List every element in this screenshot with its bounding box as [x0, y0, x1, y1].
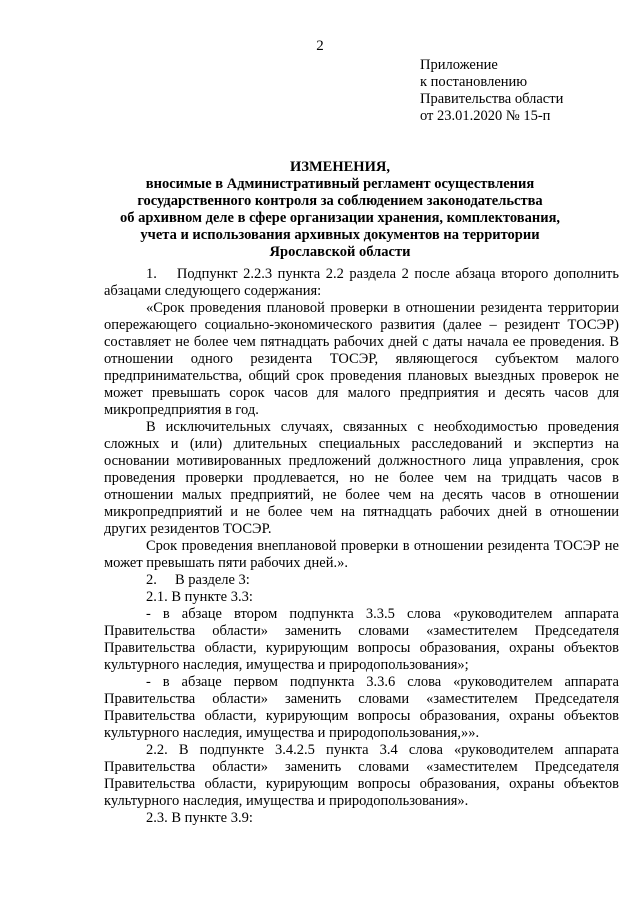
title-line: вносимые в Административный регламент осуществления	[145, 176, 535, 192]
paragraph: «Срок проведения плановой проверки в отношении резидента территории опережающего социально-экономического развития (далее – резидент ТОСЭР) составляет не более чем пятнадцать рабочих дней с даты начала ее проведения. В отношении одного резидента ТОСЭР, являющегося субъектом малого предпринимательства, общий срок проведения плановых выездных проверок не может превышать сорок часов для малого предприятия и десять часов для микропредприятия в год.	[104, 300, 619, 418]
appendix-line: от 23.01.2020 № 15-п	[420, 108, 551, 124]
paragraph: - в абзаце втором подпункта 3.3.5 слова «руководителем аппарата Правительства области» заменить словами «заместителем Председателя Правительства области, курирующим вопросы образования, охраны объектов культурного наследия, имущества и природопользования»;	[104, 606, 619, 673]
page-number: 2	[316, 38, 324, 54]
paragraph: 1. Подпункт 2.2.3 пункта 2.2 раздела 2 после абзаца второго дополнить абзацами следующего содержания:	[104, 266, 619, 299]
paragraph: В исключительных случаях, связанных с необходимостью проведения сложных и (или) длительных специальных расследований и экспертиз на основании мотивированных предложений должностного лица управления, срок проведения проверки продлевается, но не более чем на тридцать часов в отношении малых предприятий, не более чем на десять часов в отношении микропредприятий и не более чем на пятнадцать рабочих дней в отношении других резидентов ТОСЭР.	[104, 419, 619, 537]
document-body	[104, 266, 619, 827]
title-line: Ярославской области	[269, 244, 411, 260]
title-line: об архивном деле в сфере организации хранения, комплектования,	[119, 210, 561, 226]
title-line: государственного контроля за соблюдением законодательства	[137, 193, 543, 209]
appendix-line: к постановлению	[420, 74, 528, 90]
title-line: учета и использования архивных документов на территории	[140, 227, 540, 243]
paragraph: Срок проведения внеплановой проверки в отношении резидента ТОСЭР не может превышать пяти рабочих дней.».	[104, 538, 619, 571]
document-title	[60, 159, 620, 261]
paragraph: - в абзаце первом подпункта 3.3.6 слова «руководителем аппарата Правительства области» заменить словами «заместителем Председателя Правительства области, курирующим вопросы образования, охраны объектов культурного наследия, имущества и природопользования,»».	[104, 674, 619, 741]
paragraph: 2.2. В подпункте 3.4.2.5 пункта 3.4 слова «руководителем аппарата Правительства области» заменить словами «заместителем Председателя Правительства области, курирующим вопросы образования, охраны объектов культурного наследия, имущества и природопользования».	[104, 742, 619, 809]
appendix-line: Приложение	[420, 57, 498, 73]
appendix-line: Правительства области	[420, 91, 564, 107]
paragraph: 2.1. В пункте 3.3:	[146, 589, 253, 605]
appendix-block	[420, 57, 620, 125]
paragraph: 2.3. В пункте 3.9:	[146, 810, 253, 826]
paragraph: 2. В разделе 3:	[146, 572, 250, 588]
title-line: ИЗМЕНЕНИЯ,	[290, 159, 390, 175]
